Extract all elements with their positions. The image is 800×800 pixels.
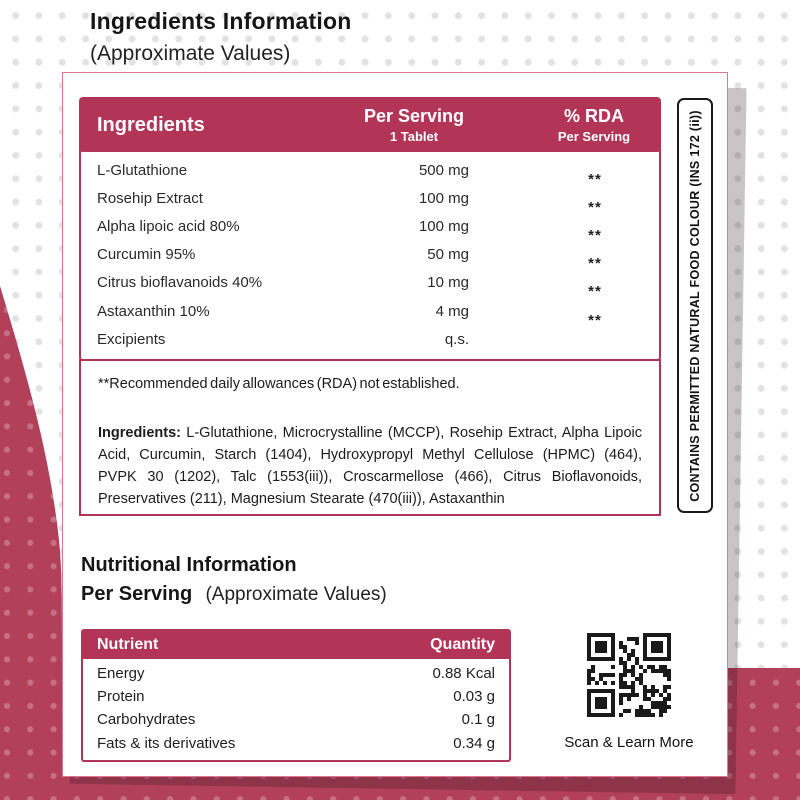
col-header-per-serving [319, 106, 509, 144]
ingredient-row [81, 184, 659, 216]
col-header-rda [509, 106, 659, 144]
ingredient-amount: q.s. [444, 330, 469, 348]
qr-caption: Scan & Learn More [564, 734, 694, 751]
ingredient-row [81, 156, 659, 188]
ingredients-note-label: Ingredients: [98, 425, 181, 441]
nutrient-quantity: 0.03 g [453, 688, 495, 706]
nutrient-row [83, 685, 509, 708]
ingredients-table-body [81, 152, 659, 359]
qr-block [559, 633, 699, 751]
ingredient-rda-value: ** [588, 170, 602, 188]
ingredient-row [81, 241, 659, 273]
ingredient-rda-value: ** [588, 226, 602, 244]
ingredient-rda-value: ** [588, 311, 602, 329]
nutrition-title: Nutritional Information [81, 554, 297, 576]
ingredient-amount: 50 mg [427, 246, 469, 264]
ingredient-rda-value: ** [588, 255, 602, 273]
nutrition-table [81, 629, 511, 762]
ingredients-table-header [81, 99, 659, 152]
page-header [90, 8, 351, 66]
nutrient-name: Energy [97, 665, 145, 683]
nutrient-name: Protein [97, 688, 145, 706]
ingredient-name: Astaxanthin 10% [97, 302, 210, 320]
food-colour-declaration-text: CONTAINS PERMITTED NATURAL FOOD COLOUR (INS 172 (ii)) [688, 109, 703, 502]
ingredient-amount: 100 mg [418, 217, 469, 235]
nutrient-quantity: 0.1 g [461, 711, 495, 729]
label-card [62, 72, 728, 777]
ingredient-row [81, 297, 659, 329]
rda-note: **Recommended daily allowances (RDA) not established. [98, 376, 460, 392]
nutrient-name: Fats & its derivatives [97, 734, 236, 752]
nutrient-quantity: 0.88 Kcal [432, 665, 495, 683]
ingredient-name: Curcumin 95% [97, 246, 196, 264]
qr-code-icon [587, 633, 671, 717]
nutrient-quantity: 0.34 g [453, 734, 495, 752]
ingredients-table [79, 97, 661, 361]
ingredient-name: Alpha lipoic acid 80% [97, 217, 240, 235]
notes-box [79, 359, 661, 516]
ingredient-amount: 10 mg [427, 274, 469, 292]
food-colour-declaration-box [677, 98, 713, 513]
col-header-nutrient: Nutrient [97, 636, 159, 653]
ingredient-rda-value: ** [588, 283, 602, 301]
ingredient-amount: 500 mg [418, 161, 469, 179]
nutrient-row [83, 708, 509, 731]
page-subtitle: (Approximate Values) [90, 42, 291, 65]
nutrient-name: Carbohydrates [97, 711, 196, 729]
col-header-quantity: Quantity [430, 636, 495, 653]
page-title: Ingredients Information [90, 8, 352, 34]
nutrient-row [83, 732, 509, 755]
ingredients-note-text: L-Glutathione, Microcrystalline (MCCP), Rosehip Extract, Alpha Lipoic Acid, Curcumin, Starch (1404), Hydroxypropyl Methyl Cellulose (HPMC) (464), PVPK 30 (1202), Talc (1553(iii)), Croscarmellose (466), Citrus Bioflavonoids, Preservatives (211), Magnesium Stearate (470(iii)), Astaxanthin [98, 425, 642, 507]
nutrition-table-header [83, 631, 509, 659]
ingredients-note [98, 422, 642, 510]
ingredient-amount: 100 mg [418, 189, 469, 207]
ingredient-row [81, 212, 659, 244]
rda-sublabel: Per Serving [557, 129, 631, 144]
per-serving-label: Per Serving [363, 106, 465, 126]
ingredient-name: L-Glutathione [97, 161, 188, 179]
nutrition-subtitle-bold: Per Serving [81, 583, 193, 605]
ingredient-name: Rosehip Extract [97, 189, 203, 207]
col-header-ingredients: Ingredients [97, 113, 205, 136]
ingredient-amount: 4 mg [435, 302, 469, 320]
per-serving-sublabel: 1 Tablet [389, 129, 439, 144]
ingredient-name: Excipients [97, 330, 166, 348]
rda-label: % RDA [563, 106, 624, 126]
nutrition-subtitle [81, 583, 387, 606]
nutrition-subtitle-rest: (Approximate Values) [200, 584, 387, 605]
nutrition-table-body [83, 659, 509, 760]
ingredient-rda-value: ** [588, 198, 602, 216]
ingredient-row [81, 269, 659, 301]
ingredient-name: Citrus bioflavanoids 40% [97, 274, 263, 292]
nutrient-row [83, 662, 509, 685]
ingredient-row [81, 325, 659, 353]
